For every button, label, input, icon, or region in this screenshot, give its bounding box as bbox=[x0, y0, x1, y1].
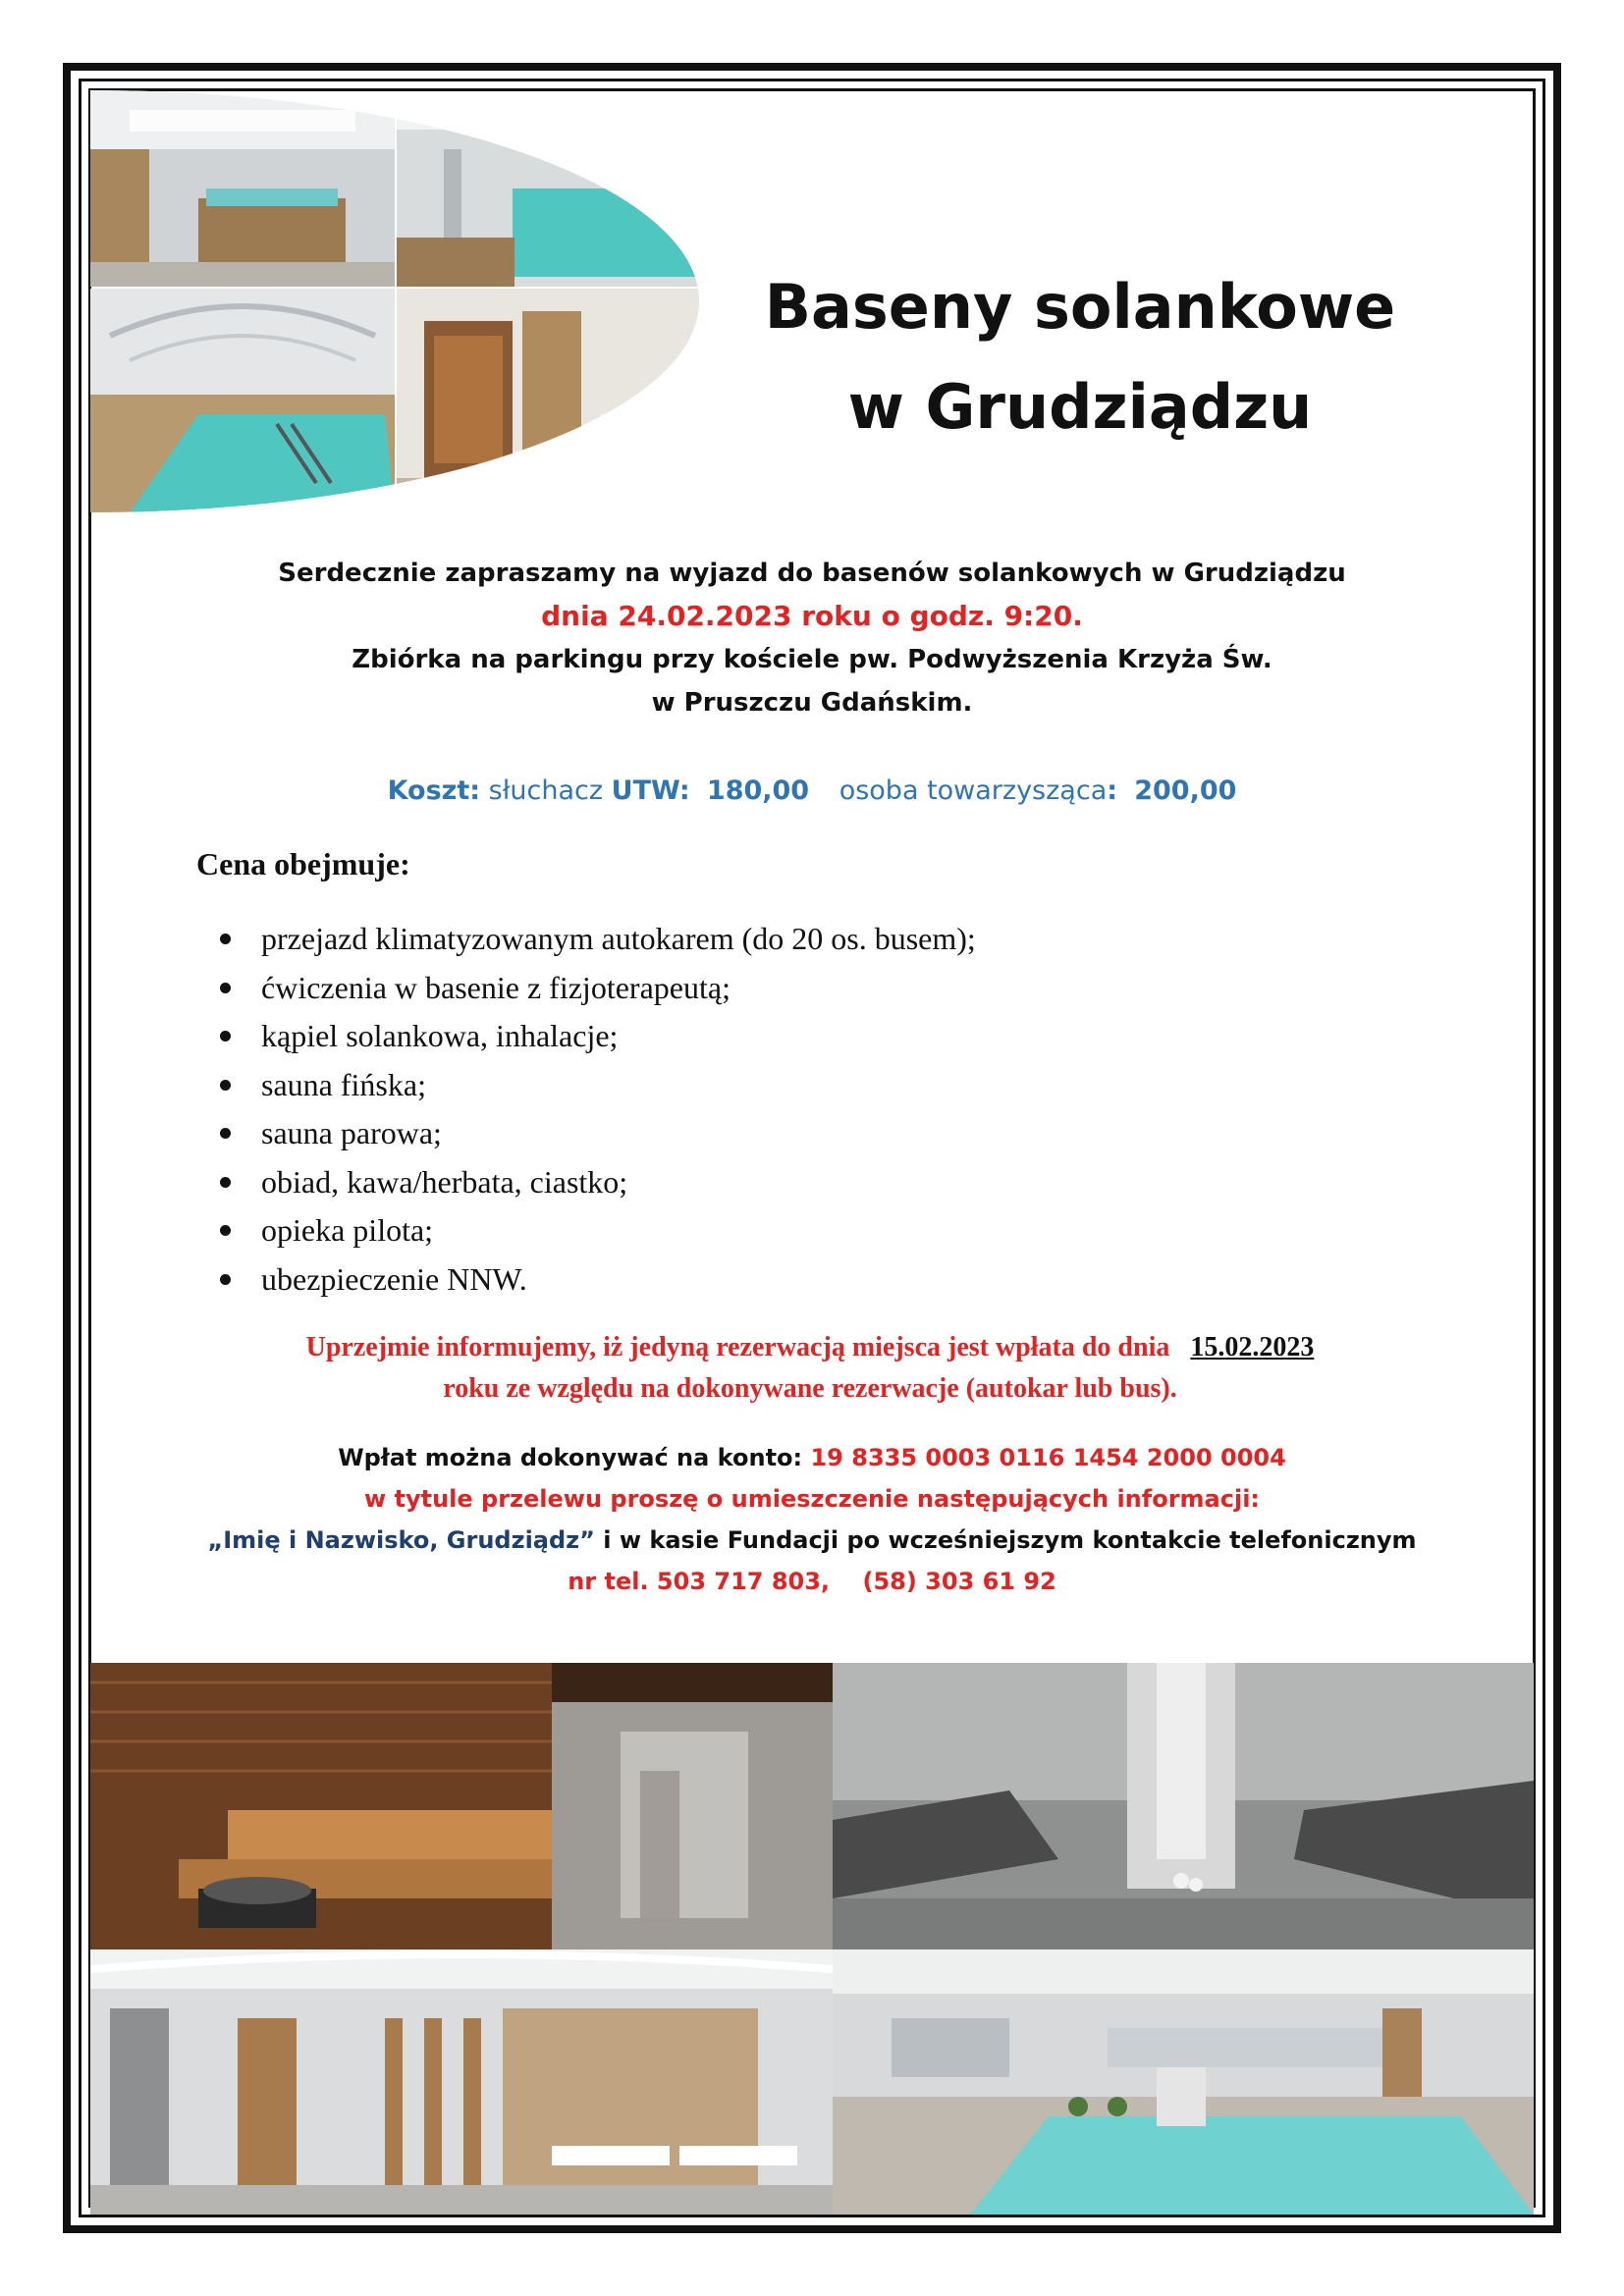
cashier-info: i w kasie Fundacji po wcześniejszym kontakcie telefonicznym bbox=[603, 1526, 1417, 1554]
companion-price: 200,00 bbox=[1134, 775, 1237, 806]
cost-label: Koszt: bbox=[387, 775, 481, 806]
phone-numbers: nr tel. 503 717 803, (58) 303 61 92 bbox=[568, 1568, 1056, 1595]
price-includes-list bbox=[196, 915, 976, 1304]
title-line-2: w Grudziądzu bbox=[847, 371, 1313, 443]
bullet-icon bbox=[220, 1177, 231, 1188]
list-item: ćwiczenia w basenie z fizjoterapeutą; bbox=[196, 964, 976, 1013]
indoor-pool-photo bbox=[833, 1949, 1534, 2215]
listener-label: słuchacz bbox=[488, 775, 604, 806]
title-line-1: Baseny solankowe bbox=[764, 271, 1396, 343]
utw-label: UTW: bbox=[611, 775, 690, 806]
transfer-info: w tytule przelewu proszę o umieszczenie następujących informacji: bbox=[363, 1485, 1261, 1513]
listener-price: 180,00 bbox=[706, 775, 810, 806]
list-item: ubezpieczenie NNW. bbox=[196, 1255, 976, 1305]
list-item: przejazd klimatyzowanym autokarem (do 20 os. busem); bbox=[196, 915, 976, 964]
payment-deadline: 15.02.2023 bbox=[1190, 1332, 1315, 1362]
bullet-icon bbox=[220, 1128, 231, 1139]
bullet-icon bbox=[220, 983, 231, 993]
finnish-sauna-photo bbox=[90, 1663, 833, 1949]
bullet-icon bbox=[220, 1031, 231, 1041]
payment-info bbox=[90, 1437, 1534, 1602]
invitation-block bbox=[90, 552, 1534, 724]
bullet-icon bbox=[220, 934, 231, 944]
invitation-line: Serdecznie zapraszamy na wyjazd do basenów solankowych w Grudziądzu bbox=[278, 559, 1346, 588]
price-includes-heading: Cena obejmuje: bbox=[196, 846, 410, 881]
reservation-notice bbox=[147, 1327, 1473, 1410]
steam-sauna-photo bbox=[833, 1663, 1534, 1949]
notice-text-1: Uprzejmie informujemy, iż jedyną rezerwacją miejsca jest wpłata do dnia bbox=[305, 1332, 1170, 1362]
bullet-icon bbox=[220, 1080, 231, 1091]
relaxation-room-photo bbox=[90, 1949, 833, 2215]
companion-label: osoba towarzysząca bbox=[839, 775, 1108, 806]
list-item: sauna fińska; bbox=[196, 1061, 976, 1110]
meeting-town: w Pruszczu Gdańskim. bbox=[651, 688, 973, 718]
trip-date: dnia 24.02.2023 roku o godz. 9:20. bbox=[541, 600, 1083, 632]
bullet-icon bbox=[220, 1274, 231, 1285]
cost-line bbox=[90, 775, 1534, 806]
account-label: Wpłat można dokonywać na konto: bbox=[338, 1444, 803, 1471]
bullet-icon bbox=[220, 1225, 231, 1236]
list-item: opieka pilota; bbox=[196, 1206, 976, 1255]
page-title bbox=[687, 257, 1473, 457]
transfer-title-format: „Imię i Nazwisko, Grudziądz” bbox=[207, 1526, 595, 1554]
companion-colon: : bbox=[1107, 775, 1118, 806]
list-item: sauna parowa; bbox=[196, 1109, 976, 1158]
bank-account-number: 19 8335 0003 0116 1454 2000 0004 bbox=[810, 1444, 1286, 1471]
notice-text-2: roku ze względu na dokonywane rezerwacje (autokar lub bus). bbox=[443, 1373, 1177, 1404]
meeting-point: Zbiórka na parkingu przy kościele pw. Podwyższenia Krzyża Św. bbox=[352, 645, 1272, 674]
list-item: kąpiel solankowa, inhalacje; bbox=[196, 1012, 976, 1061]
list-item: obiad, kawa/herbata, ciastko; bbox=[196, 1158, 976, 1207]
